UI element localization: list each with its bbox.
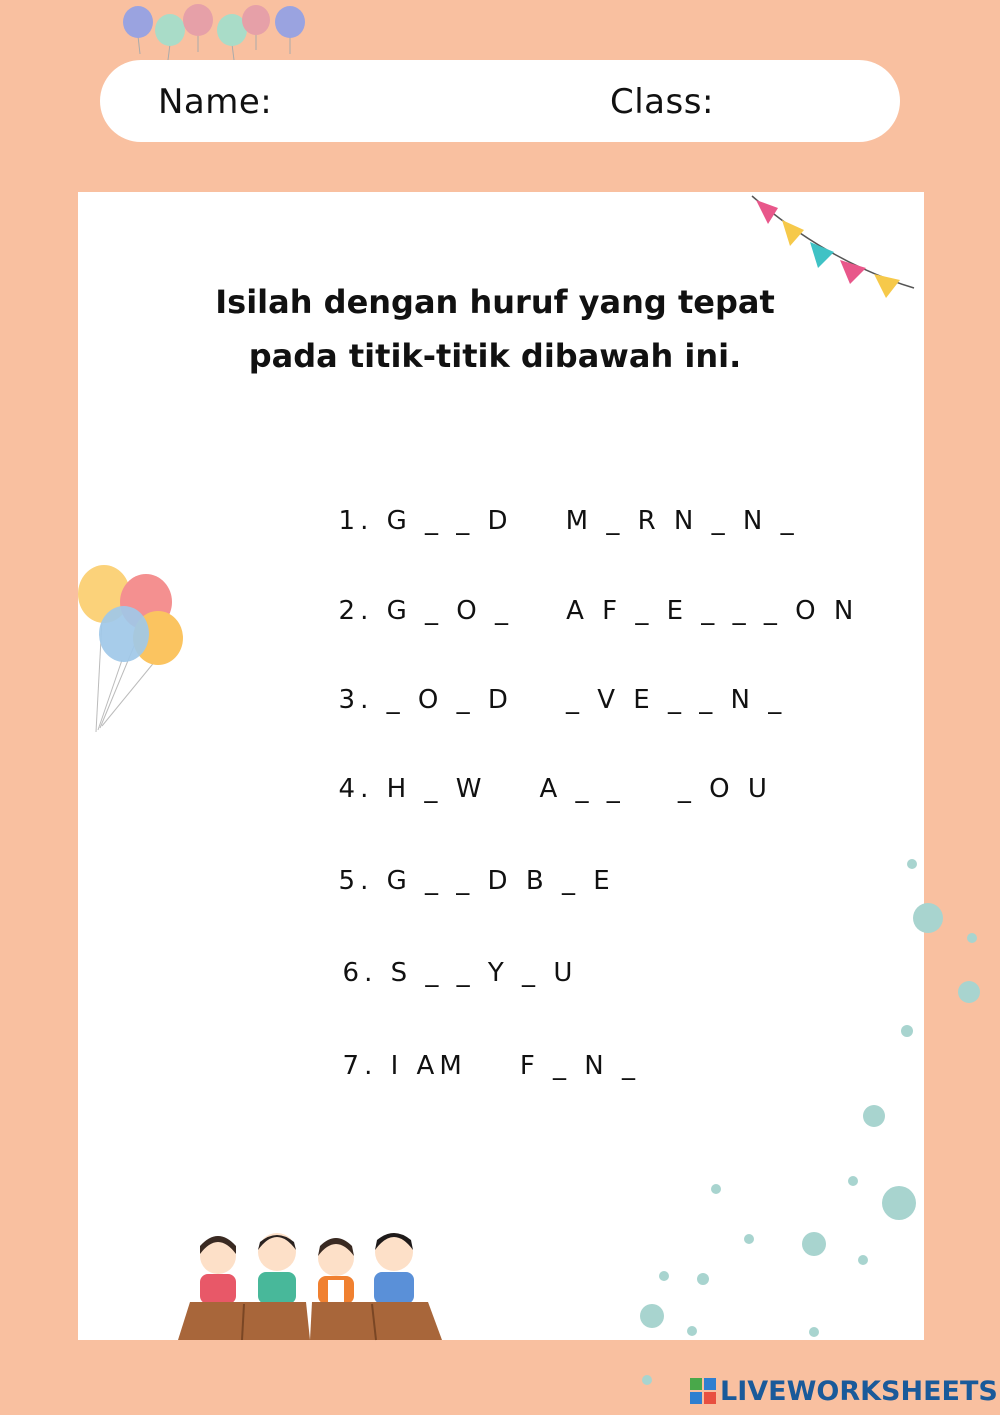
name-label: Name: — [158, 82, 273, 122]
name-field[interactable] — [280, 74, 580, 128]
question-number: 6. — [342, 958, 378, 988]
instruction-line: pada titik-titik dibawah ini. — [248, 337, 742, 375]
desk-icon — [178, 1302, 442, 1340]
class-label: Class: — [610, 82, 714, 122]
question-text: G _ _ D B _ E — [386, 866, 615, 896]
balloon-icon — [99, 606, 149, 662]
question-item — [312, 455, 799, 536]
balloon-icon — [242, 5, 270, 50]
liveworksheets-logo[interactable] — [690, 1375, 998, 1407]
question-text: G _ O _ A F _ E _ _ _ O N — [386, 596, 859, 626]
instruction-line: Isilah dengan huruf yang tepat — [215, 283, 775, 321]
question-item — [312, 545, 859, 626]
balloon-icon — [183, 4, 213, 52]
brand-text: LIVEWORKSHEETS — [720, 1375, 998, 1407]
question-number: 3. — [338, 685, 374, 715]
class-field[interactable] — [720, 74, 880, 128]
question-number: 1. — [338, 506, 374, 536]
balloon-icon — [275, 6, 305, 54]
question-item — [312, 634, 787, 715]
kid-icon — [200, 1236, 236, 1304]
dots-decoration — [620, 850, 1000, 1390]
flag-icon — [874, 274, 900, 298]
kid-icon — [318, 1238, 354, 1304]
question-text: I AM F _ N _ — [390, 1051, 641, 1081]
kid-icon — [258, 1233, 296, 1304]
liveworksheets-icon — [690, 1378, 716, 1404]
question-item — [316, 907, 578, 988]
question-number: 5. — [338, 866, 374, 896]
question-text: S _ _ Y _ U — [390, 958, 578, 988]
balloon-icon — [123, 6, 153, 54]
question-number: 2. — [338, 596, 374, 626]
question-item — [312, 815, 615, 896]
question-item — [312, 723, 772, 804]
question-number: 7. — [342, 1051, 378, 1081]
question-number: 4. — [338, 774, 374, 804]
kid-icon — [374, 1233, 414, 1304]
instruction-heading — [180, 275, 810, 383]
flag-icon — [810, 242, 834, 268]
balloons-decoration — [72, 560, 192, 740]
header-bar — [100, 60, 900, 142]
kids-at-desks-illustration — [176, 1228, 446, 1342]
question-item — [316, 1000, 641, 1081]
question-text: _ O _ D _ V E _ _ N _ — [386, 685, 787, 715]
balloon-icon — [155, 14, 185, 60]
question-text: H _ W A _ _ _ O U — [386, 774, 772, 804]
flag-icon — [756, 200, 778, 224]
top-balloons-decoration — [118, 2, 318, 62]
flag-icon — [782, 220, 804, 246]
question-text: G _ _ D M _ R N _ N _ — [386, 506, 799, 536]
